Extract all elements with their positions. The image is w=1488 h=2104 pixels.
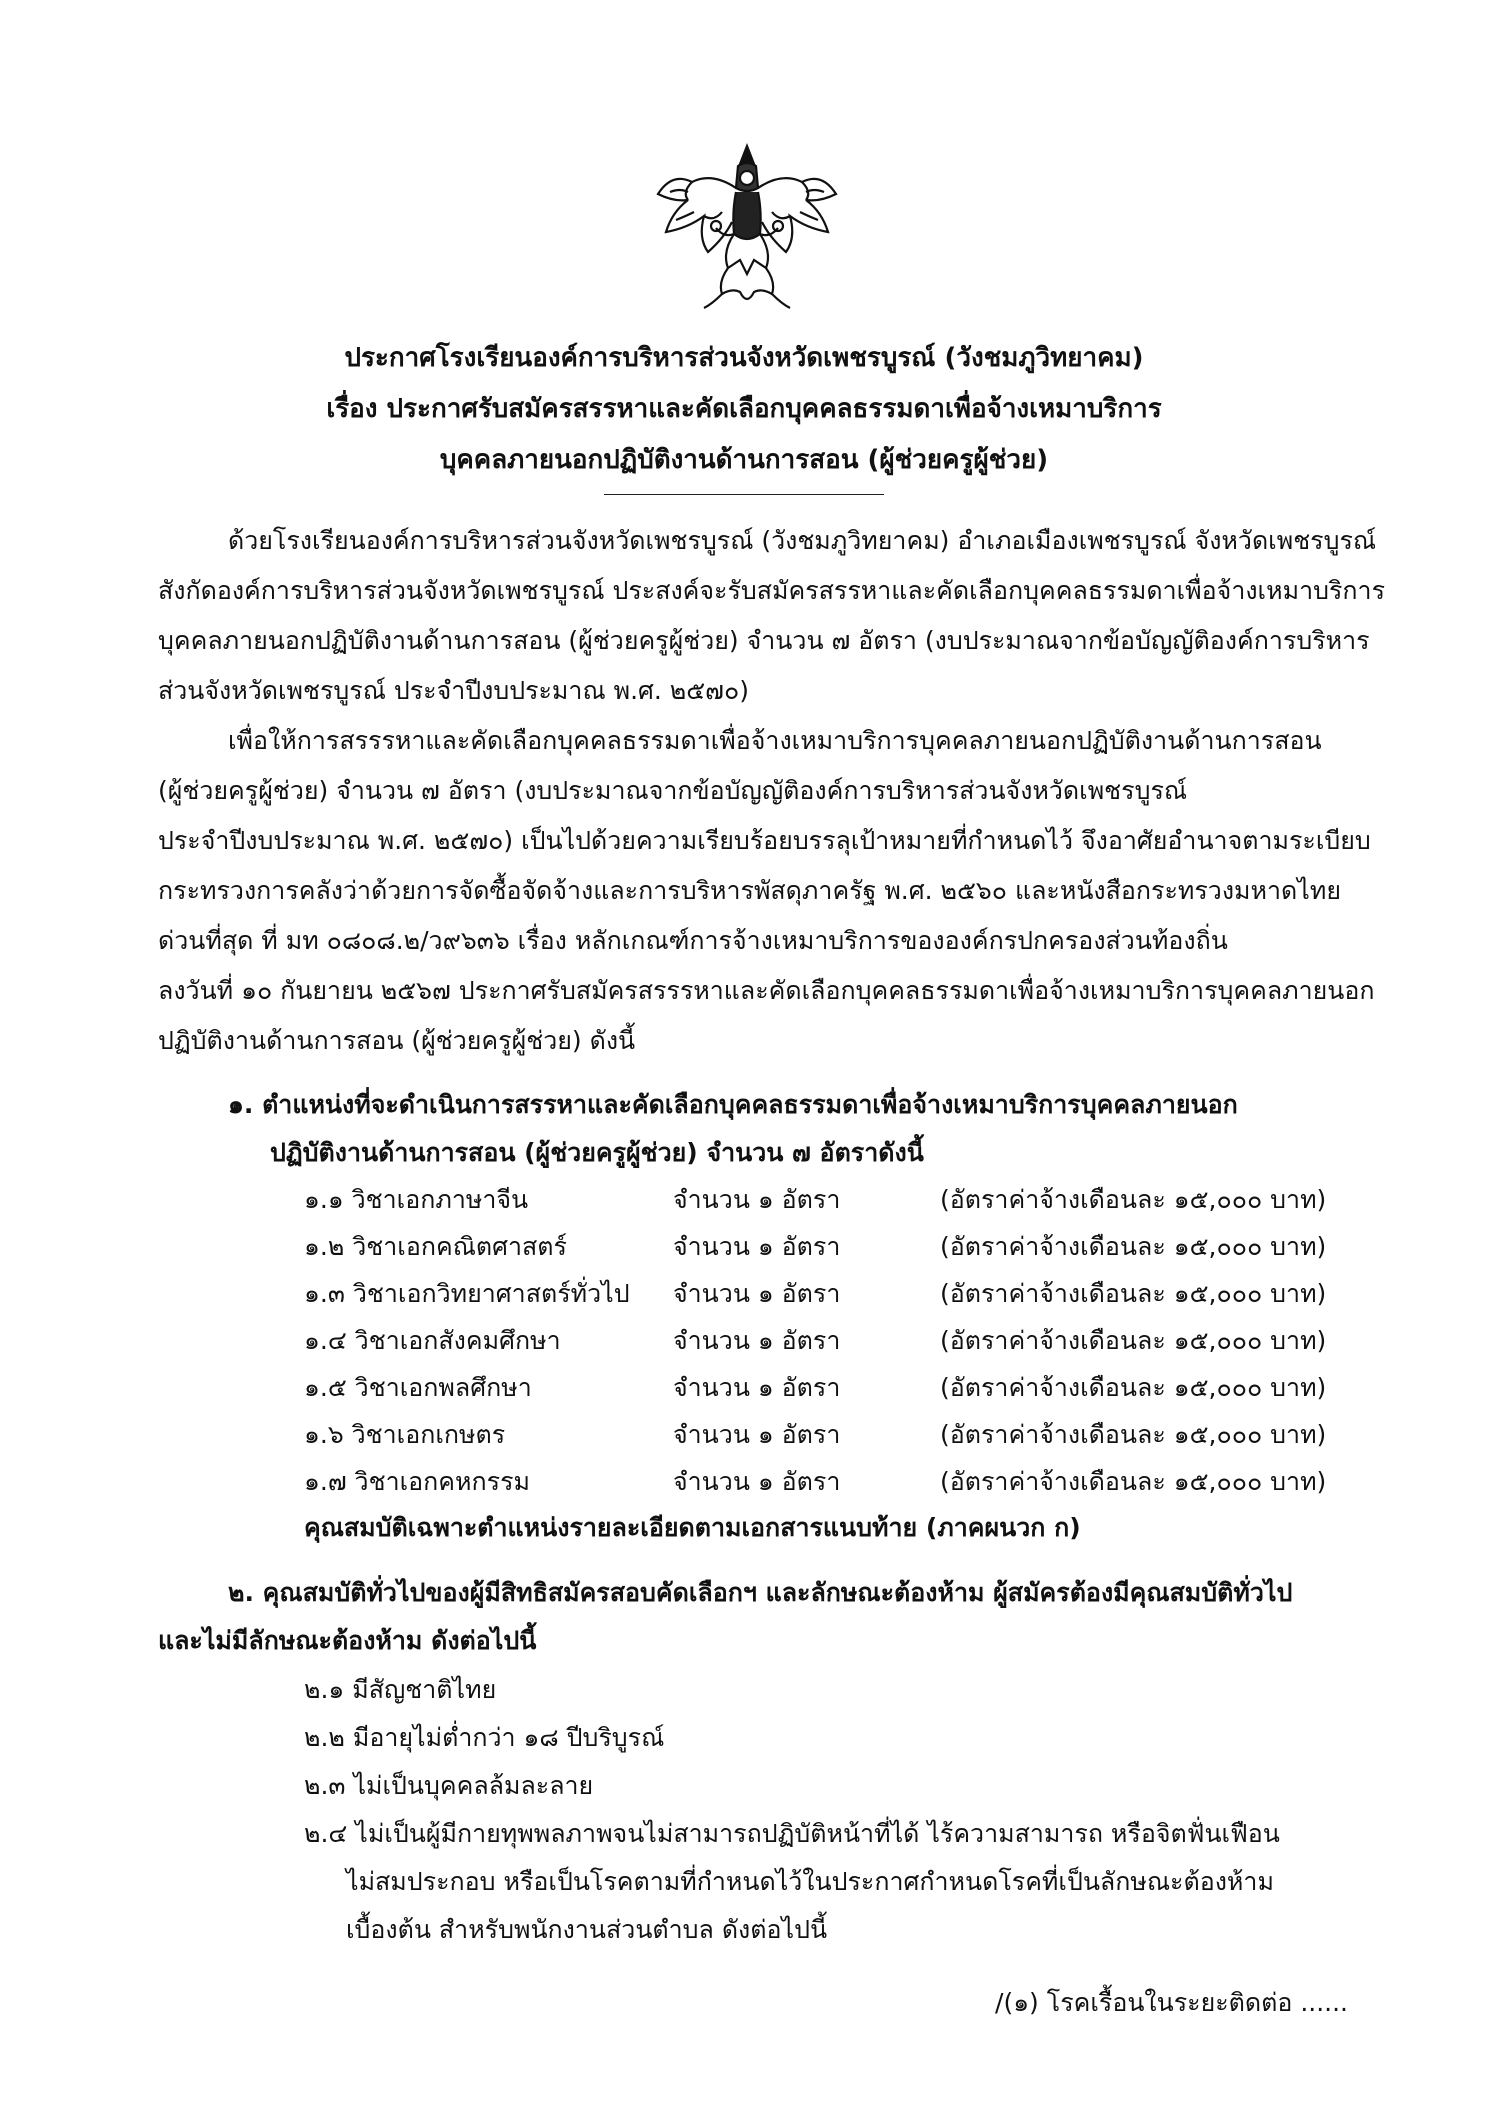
position-name: ๑.๔ วิชาเอกสังคมศึกษา xyxy=(304,1326,561,1355)
intro-p1-line: สังกัดองค์การบริหารส่วนจังหวัดเพชรบูรณ์ ประสงค์จะรับสมัครสรรหาและคัดเลือกบุคคลธรรมดาเพื่อจ้างเหมาบริการ xyxy=(158,576,1386,605)
requirement-item: ๒.๒ มีอายุไม่ต่ำกว่า ๑๘ ปีบริบูรณ์ xyxy=(304,1723,665,1752)
intro-p1-line: ด้วยโรงเรียนองค์การบริหารส่วนจังหวัดเพชรบูรณ์ (วังชมภูวิทยาคม) อำเภอเมืองเพชรบูรณ์ จังหวัดเพชรบูรณ์ xyxy=(228,526,1377,555)
position-name: ๑.๓ วิชาเอกวิทยาศาสตร์ทั่วไป xyxy=(304,1279,630,1308)
intro-p2-line: ลงวันที่ ๑๐ กันยายน ๒๕๖๗ ประกาศรับสมัครสรรรหาและคัดเลือกบุคคลธรรมดาเพื่อจ้างเหมาบริการบุคคลภายนอก xyxy=(158,976,1375,1005)
position-count: จำนวน ๑ อัตรา xyxy=(673,1373,841,1402)
intro-p2-line: ประจำปีงบประมาณ พ.ศ. ๒๕๗๐) เป็นไปด้วยความเรียบร้อยบรรลุเป้าหมายที่กำหนดไว้ จึงอาศัยอำนาจตามระเบียบ xyxy=(158,826,1371,855)
intro-p1-line: บุคคลภายนอกปฏิบัติงานด้านการสอน (ผู้ช่วยครูผู้ช่วย) จำนวน ๗ อัตรา (งบประมาณจากข้อบัญญัติองค์การบริหาร xyxy=(158,626,1370,655)
garuda-emblem xyxy=(652,142,842,314)
position-name: ๑.๖ วิชาเอกเกษตร xyxy=(304,1420,506,1449)
requirement-item: ๒.๓ ไม่เป็นบุคคลล้มละลาย xyxy=(304,1771,594,1800)
section2-heading: ๒. คุณสมบัติทั่วไปของผู้มีสิทธิสมัครสอบคัดเลือกฯ และลักษณะต้องห้าม ผู้สมัครต้องมีคุณสมบัติทั่วไป xyxy=(228,1578,1293,1607)
position-count: จำนวน ๑ อัตรา xyxy=(673,1420,841,1449)
requirement-item: ๒.๑ มีสัญชาติไทย xyxy=(304,1675,497,1704)
position-name: ๑.๒ วิชาเอกคณิตศาสตร์ xyxy=(304,1232,567,1261)
position-count: จำนวน ๑ อัตรา xyxy=(673,1232,841,1261)
position-count: จำนวน ๑ อัตรา xyxy=(673,1326,841,1355)
position-name: ๑.๑ วิชาเอกภาษาจีน xyxy=(304,1185,529,1214)
section1-heading: ๑. ตำแหน่งที่จะดำเนินการสรรหาและคัดเลือกบุคคลธรรมดาเพื่อจ้างเหมาบริการบุคคลภายนอก xyxy=(228,1090,1238,1119)
requirement-item-cont: ไม่สมประกอบ หรือเป็นโรคตามที่กำหนดไว้ในประกาศกำหนดโรคที่เป็นลักษณะต้องห้าม xyxy=(346,1867,1274,1896)
position-name: ๑.๗ วิชาเอกคหกรรม xyxy=(304,1467,530,1496)
intro-p1-line: ส่วนจังหวัดเพชรบูรณ์ ประจำปีงบประมาณ พ.ศ. ๒๕๗๐) xyxy=(158,676,749,705)
position-rate: (อัตราค่าจ้างเดือนละ ๑๕,๐๐๐ บาท) xyxy=(940,1279,1327,1308)
page-continuation: /(๑) โรคเรื้อนในระยะติดต่อ ...... xyxy=(995,1988,1348,2017)
position-count: จำนวน ๑ อัตรา xyxy=(673,1467,841,1496)
position-count: จำนวน ๑ อัตรา xyxy=(673,1279,841,1308)
title-underline xyxy=(604,494,884,495)
qualification-note: คุณสมบัติเฉพาะตำแหน่งรายละเอียดตามเอกสารแนบท้าย (ภาคผนวก ก) xyxy=(304,1513,1081,1542)
intro-p2-line: ปฏิบัติงานด้านการสอน (ผู้ช่วยครูผู้ช่วย) ดังนี้ xyxy=(158,1026,636,1055)
intro-p2-line: กระทรวงการคลังว่าด้วยการจัดซื้อจัดจ้างและการบริหารพัสดุภาครัฐ พ.ศ. ๒๕๖๐ และหนังสือกระทรวงมหาดไทย xyxy=(158,876,1341,905)
requirement-item: ๒.๔ ไม่เป็นผู้มีกายทุพพลภาพจนไม่สามารถปฏิบัติหน้าที่ได้ ไร้ความสามารถ หรือจิตฟั่นเฟือน xyxy=(304,1819,1280,1848)
position-rate: (อัตราค่าจ้างเดือนละ ๑๕,๐๐๐ บาท) xyxy=(940,1326,1327,1355)
position-count: จำนวน ๑ อัตรา xyxy=(673,1185,841,1214)
intro-p2-line: เพื่อให้การสรรรหาและคัดเลือกบุคคลธรรมดาเพื่อจ้างเหมาบริการบุคคลภายนอกปฏิบัติงานด้านการสอน xyxy=(228,726,1322,755)
section1-heading-cont: ปฏิบัติงานด้านการสอน (ผู้ช่วยครูผู้ช่วย) จำนวน ๗ อัตราดังนี้ xyxy=(270,1138,924,1167)
position-rate: (อัตราค่าจ้างเดือนละ ๑๕,๐๐๐ บาท) xyxy=(940,1232,1327,1261)
position-rate: (อัตราค่าจ้างเดือนละ ๑๕,๐๐๐ บาท) xyxy=(940,1467,1327,1496)
position-rate: (อัตราค่าจ้างเดือนละ ๑๕,๐๐๐ บาท) xyxy=(940,1185,1327,1214)
requirement-item-cont: เบื้องต้น สำหรับพนักงานส่วนตำบล ดังต่อไปนี้ xyxy=(346,1915,828,1944)
section2-heading-cont: และไม่มีลักษณะต้องห้าม ดังต่อไปนี้ xyxy=(158,1626,537,1655)
position-rate: (อัตราค่าจ้างเดือนละ ๑๕,๐๐๐ บาท) xyxy=(940,1373,1327,1402)
intro-p2-line: ด่วนที่สุด ที่ มท ๐๘๐๘.๒/ว๙๖๓๖ เรื่อง หลักเกณฑ์การจ้างเหมาบริการขององค์กรปกครองส่วนท้องถิ่น xyxy=(158,926,1228,955)
position-rate: (อัตราค่าจ้างเดือนละ ๑๕,๐๐๐ บาท) xyxy=(940,1420,1327,1449)
announcement-subject: เรื่อง ประกาศรับสมัครสรรหาและคัดเลือกบุคคลธรรมดาเพื่อจ้างเหมาบริการ xyxy=(326,394,1162,424)
intro-p2-line: (ผู้ช่วยครูผู้ช่วย) จำนวน ๗ อัตรา (งบประมาณจากข้อบัญญัติองค์การบริหารส่วนจังหวัดเพชรบูรณ์ xyxy=(158,776,1188,805)
announcement-title: ประกาศโรงเรียนองค์การบริหารส่วนจังหวัดเพชรบูรณ์ (วังชมภูวิทยาคม) xyxy=(344,343,1144,373)
position-name: ๑.๕ วิชาเอกพลศึกษา xyxy=(304,1373,532,1402)
announcement-subject-cont: บุคคลภายนอกปฏิบัติงานด้านการสอน (ผู้ช่วยครูผู้ช่วย) xyxy=(439,445,1049,475)
